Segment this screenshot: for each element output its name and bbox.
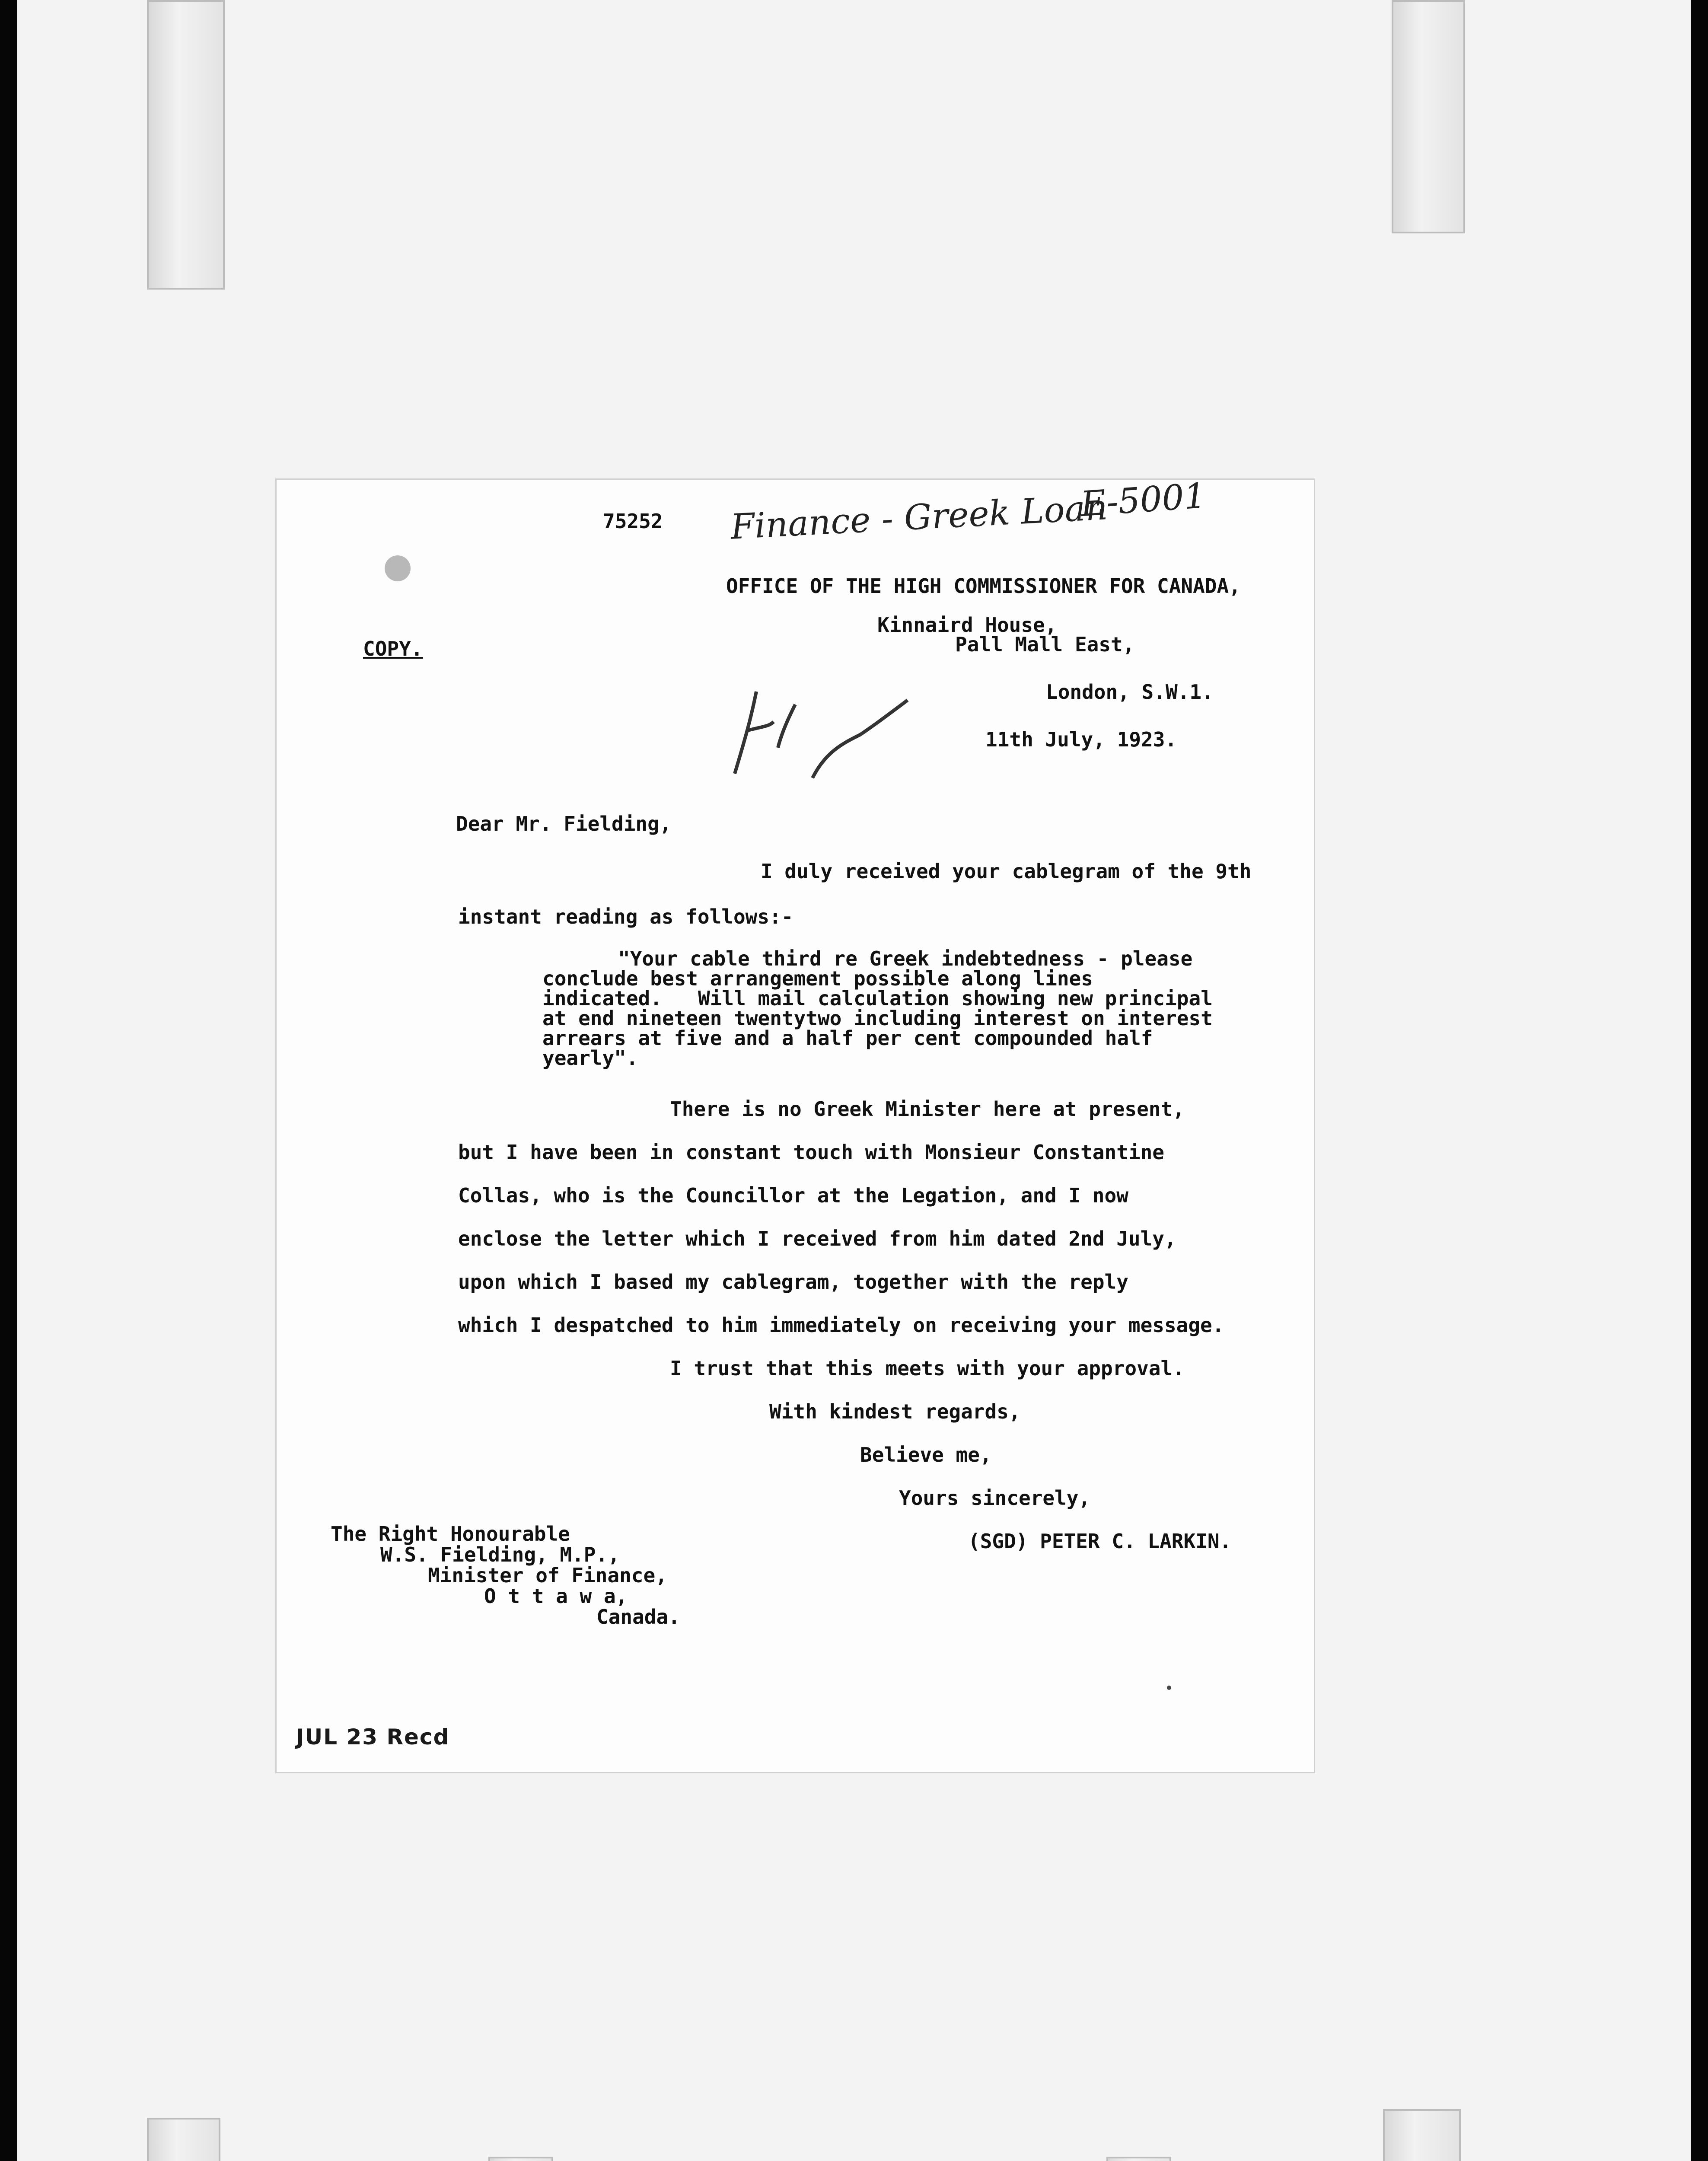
intro-line-1: I duly received your cablegram of the 9th [761, 860, 1252, 883]
body-line-1: There is no Greek Minister here at present, [670, 1097, 1185, 1121]
letterhead-line2: Pall Mall East, [955, 633, 1135, 656]
quote-line-1: "Your cable third re Greek indebtedness - please [618, 947, 1193, 970]
address-line-3: Minister of Finance, [428, 1564, 667, 1587]
body-line-4: enclose the letter which I received from him dated 2nd July, [458, 1227, 1176, 1250]
letterhead-line1: Kinnaird House, [877, 613, 1057, 637]
tape-label-left [488, 2157, 553, 2161]
closing-sincerely: Yours sincerely, [899, 1486, 1091, 1510]
tape-bottom-left [147, 2118, 220, 2161]
intro-line-2: instant reading as follows:- [458, 905, 793, 928]
handwritten-scribble [722, 661, 916, 800]
quote-line-3: indicated. Will mail calculation showing new principal [542, 987, 1213, 1010]
letterhead-line3: London, S.W.1. [1046, 680, 1214, 704]
address-line-1: The Right Honourable [331, 1522, 570, 1546]
trust-line: I trust that this meets with your approval. [670, 1357, 1185, 1380]
tape-top-right [1392, 0, 1465, 233]
quote-line-2: conclude best arrangement possible along lines [542, 967, 1093, 990]
closing-believe: Believe me, [860, 1443, 992, 1466]
signature: (SGD) PETER C. LARKIN. [968, 1530, 1232, 1553]
film-edge-right [1691, 0, 1708, 2161]
body-line-5: upon which I based my cablegram, together with the reply [458, 1270, 1128, 1294]
quote-line-6: yearly". [542, 1046, 638, 1070]
letter-date: 11th July, 1923. [985, 728, 1177, 751]
quote-line-4: at end nineteen twentytwo including interest on interest [542, 1007, 1213, 1030]
file-number: 75252 [603, 510, 663, 533]
handwritten-subject: Finance - Greek Loan [730, 487, 1109, 547]
tape-top-left [147, 0, 225, 290]
received-stamp: JUL 23 Recd [296, 1724, 450, 1750]
closing-regards: With kindest regards, [769, 1400, 1021, 1423]
body-line-3: Collas, who is the Councillor at the Legation, and I now [458, 1184, 1128, 1207]
quote-line-5: arrears at five and a half per cent compounded half [542, 1026, 1153, 1050]
address-line-4: O t t a w a, [484, 1584, 628, 1608]
address-line-2: W.S. Fielding, M.P., [380, 1543, 620, 1566]
tape-label-right [1106, 2157, 1171, 2161]
copy-mark: COPY. [363, 637, 423, 660]
address-line-5: Canada. [596, 1605, 680, 1629]
body-line-6: which I despatched to him immediately on receiving your message. [458, 1313, 1224, 1337]
punch-hole [385, 555, 411, 581]
body-line-2: but I have been in constant touch with Monsieur Constantine [458, 1141, 1164, 1164]
film-edge-left [0, 0, 17, 2161]
handwritten-file-code: E-5001 [1079, 475, 1208, 525]
ink-speck [1167, 1686, 1171, 1690]
tape-bottom-right [1383, 2109, 1461, 2161]
letterhead-office: OFFICE OF THE HIGH COMMISSIONER FOR CANADA, [726, 574, 1241, 598]
letter-page [277, 475, 1314, 1772]
salutation: Dear Mr. Fielding, [456, 812, 672, 835]
